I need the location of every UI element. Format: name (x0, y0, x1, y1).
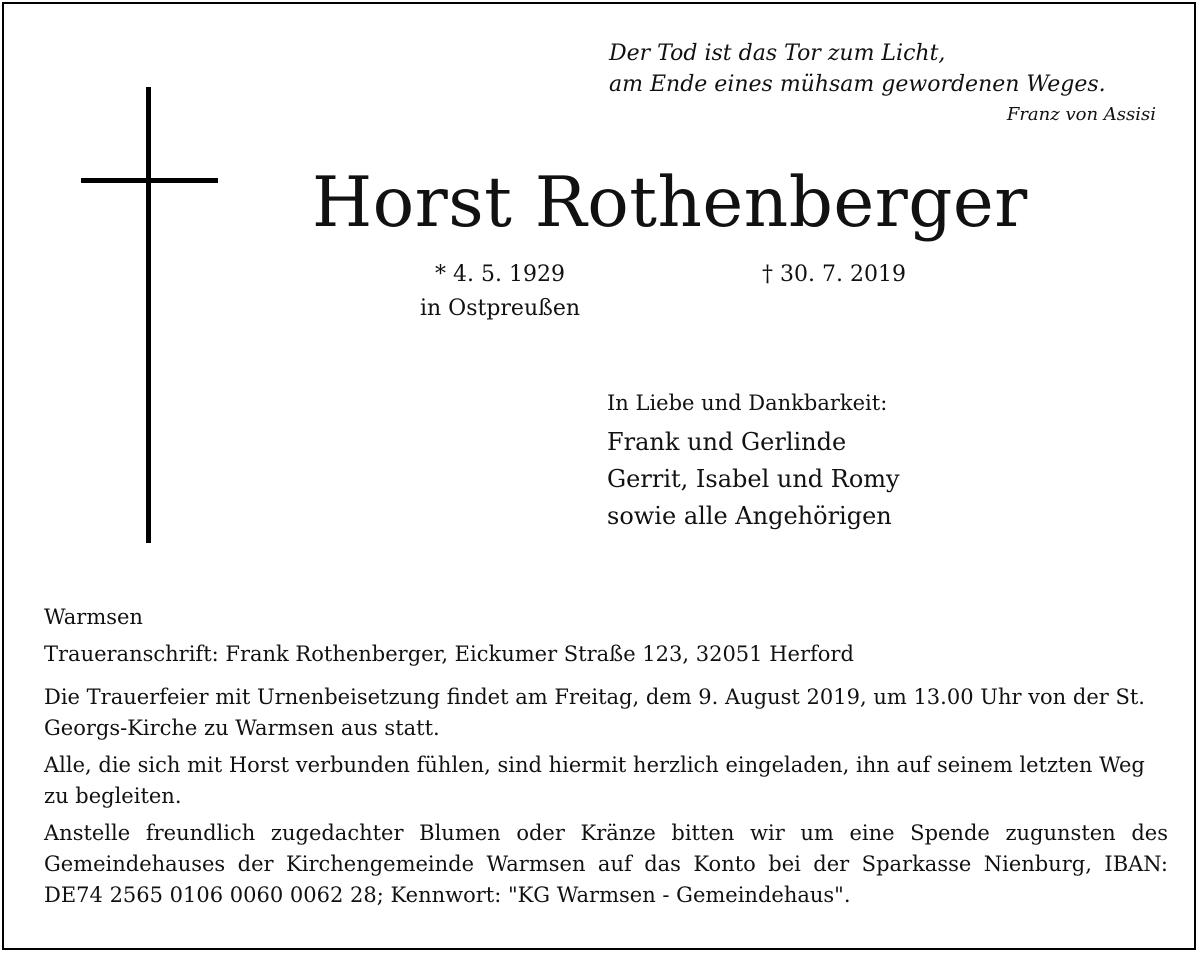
quote-line-1: Der Tod ist das Tor zum Licht, (609, 41, 946, 66)
info-block (44, 602, 1168, 911)
deceased-name: Horst Rothenberger (312, 163, 1028, 243)
family-member: Gerrit, Isabel und Romy (607, 465, 900, 493)
cross-horizontal-bar (81, 178, 218, 183)
location: Warmsen (44, 605, 143, 629)
family-member: sowie alle Angehörigen (607, 502, 892, 530)
quote (609, 38, 1106, 100)
invitation-text: Alle, die sich mit Horst verbunden fühlen, sind hiermit herzlich eingeladen, ihn auf seinem letzten Weg zu begleiten. (44, 753, 1145, 808)
ceremony-text: Die Trauerfeier mit Urnenbeisetzung findet am Freitag, dem 9. August 2019, um 13.00 Uhr von der St. Georgs-Kirche zu Warmsen aus statt. (44, 685, 1145, 740)
cross-vertical-bar (146, 87, 151, 543)
donation-text: Anstelle freundlich zugedachter Blumen oder Kränze bitten wir um eine Spende zugunsten des Gemeindehauses der Kirchengemeinde Warmsen auf das Konto bei der Sparkasse Nienburg, IBAN: DE74 2565 0106 0060 0062 28; Kennwort: "KG Warmsen - Gemeindehaus". (44, 821, 1168, 907)
birth-place: in Ostpreußen (419, 296, 581, 321)
death-date: † 30. 7. 2019 (762, 262, 906, 287)
mourning-address: Traueranschrift: Frank Rothenberger, Eickumer Straße 123, 32051 Herford (44, 642, 854, 666)
birth-date: * 4. 5. 1929 (435, 262, 565, 287)
family-intro: In Liebe und Dankbarkeit: (607, 391, 888, 415)
quote-line-2: am Ende eines mühsam gewordenen Weges. (609, 72, 1106, 97)
family-member: Frank und Gerlinde (607, 428, 847, 456)
quote-author: Franz von Assisi (1006, 104, 1156, 125)
birth-info (410, 258, 590, 326)
family-block (607, 388, 900, 535)
